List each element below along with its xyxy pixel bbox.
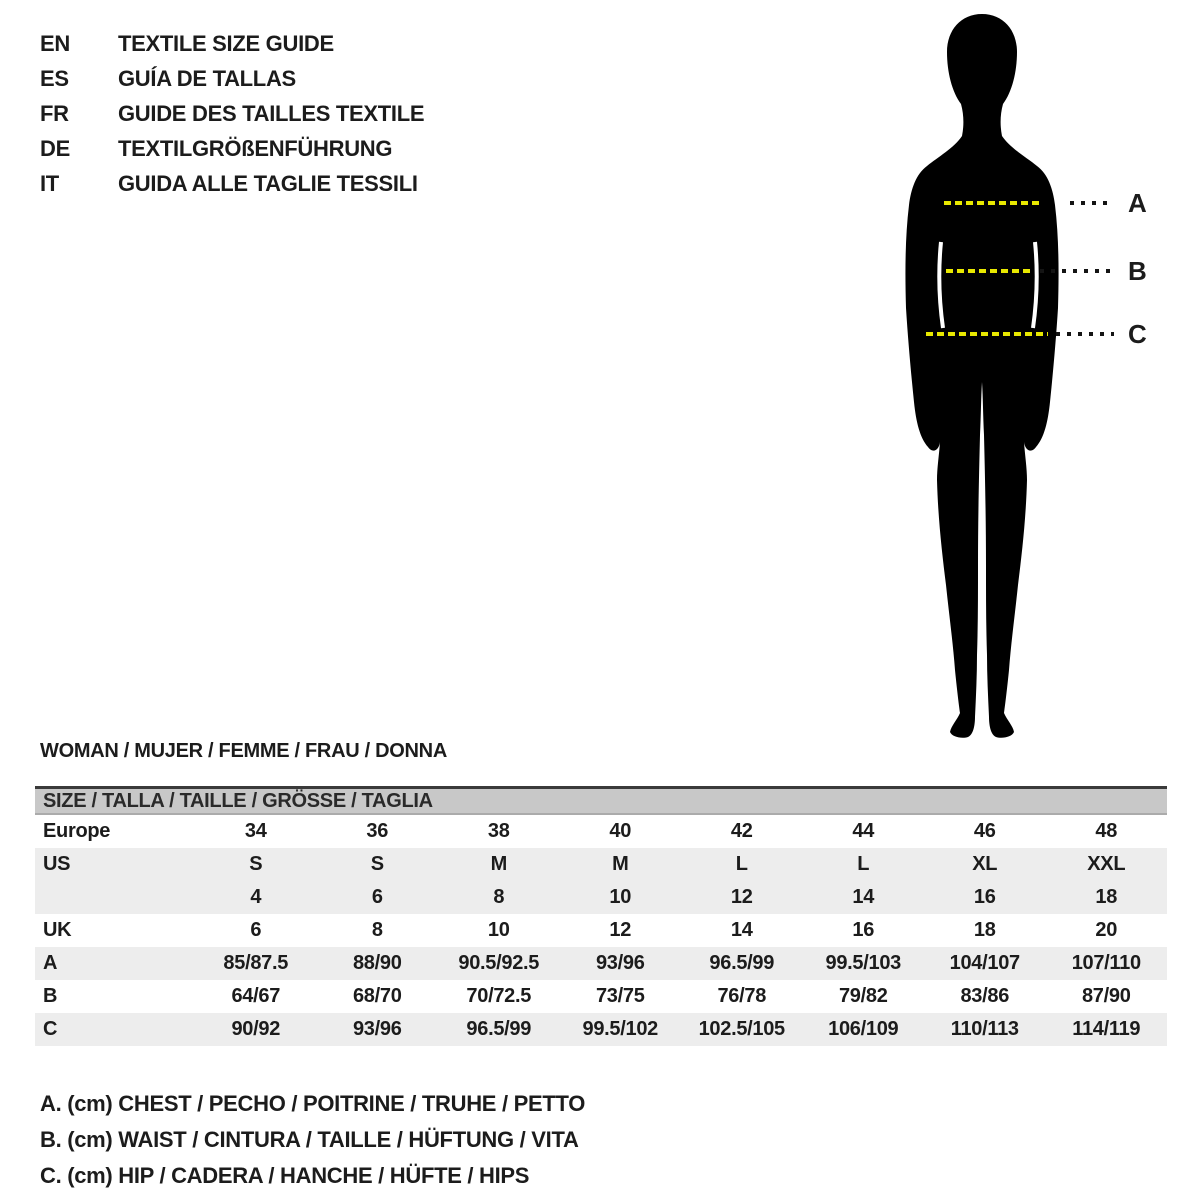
lang-row-de xyxy=(40,131,424,166)
row-label: A xyxy=(43,952,58,974)
size-cell: 40 xyxy=(609,820,632,842)
size-cell: 90/92 xyxy=(231,1018,281,1040)
row-label: Europe xyxy=(43,820,111,842)
size-cell: 85/87.5 xyxy=(223,952,289,974)
size-cell: 6 xyxy=(250,919,262,941)
row-label: US xyxy=(43,853,71,875)
size-cell: M xyxy=(612,853,629,875)
size-cell: S xyxy=(249,853,263,875)
measure-label-b: B xyxy=(1128,256,1147,286)
size-table-section xyxy=(35,786,1167,1046)
size-cell: 44 xyxy=(852,820,875,842)
size-cell: 6 xyxy=(371,886,383,908)
size-cell: S xyxy=(370,853,384,875)
size-cell: 106/109 xyxy=(828,1018,899,1040)
lang-code: ES xyxy=(40,65,69,91)
size-cell: 96.5/99 xyxy=(709,952,775,974)
size-cell: L xyxy=(735,853,748,875)
size-cell: 34 xyxy=(244,820,267,842)
table-row xyxy=(35,881,1167,914)
waist-dotted-leader xyxy=(1040,269,1114,273)
size-cell: 12 xyxy=(609,919,632,941)
size-cell: 18 xyxy=(1095,886,1118,908)
size-cell: 4 xyxy=(250,886,262,908)
gender-heading: WOMAN / MUJER / FEMME / FRAU / DONNA xyxy=(40,740,447,762)
lang-title: TEXTILE SIZE GUIDE xyxy=(118,30,334,56)
lang-code: DE xyxy=(40,135,70,161)
size-cell: 10 xyxy=(609,886,632,908)
size-cell: 87/90 xyxy=(1081,985,1131,1007)
size-cell: 76/78 xyxy=(717,985,767,1007)
table-row xyxy=(35,914,1167,947)
size-cell: 73/75 xyxy=(595,985,645,1007)
size-cell: 12 xyxy=(730,886,753,908)
size-cell: 20 xyxy=(1095,919,1118,941)
size-cell: 83/86 xyxy=(960,985,1010,1007)
lang-title: GUÍA DE TALLAS xyxy=(118,65,296,91)
lang-row-it xyxy=(40,166,424,201)
size-cell: 114/119 xyxy=(1072,1018,1141,1040)
size-cell: 16 xyxy=(973,886,996,908)
size-cell: XXL xyxy=(1087,853,1126,875)
language-title-block xyxy=(40,26,424,201)
lang-title: GUIDA ALLE TAGLIE TESSILI xyxy=(118,170,418,196)
size-cell: 36 xyxy=(366,820,389,842)
lang-row-fr xyxy=(40,96,424,131)
waist-dashed-line xyxy=(946,269,1034,273)
woman-silhouette-icon xyxy=(885,10,1079,740)
row-label: C xyxy=(43,1018,58,1040)
size-cell: 90.5/92.5 xyxy=(458,952,540,974)
table-row xyxy=(35,1013,1167,1046)
size-cell: 64/67 xyxy=(231,985,281,1007)
size-table xyxy=(35,815,1167,1046)
legend-hip: C. (cm) HIP / CADERA / HANCHE / HÜFTE / HIPS xyxy=(40,1163,530,1188)
lang-title: GUIDE DES TAILLES TEXTILE xyxy=(118,100,425,126)
size-cell: 14 xyxy=(852,886,875,908)
table-row xyxy=(35,947,1167,980)
size-cell: 99.5/102 xyxy=(582,1018,658,1040)
size-cell: 96.5/99 xyxy=(466,1018,532,1040)
legend-waist: B. (cm) WAIST / CINTURA / TAILLE / HÜFTUNG / VITA xyxy=(40,1127,579,1152)
table-row xyxy=(35,815,1167,848)
lang-title: TEXTILGRÖßENFÜHRUNG xyxy=(118,135,393,161)
waist-measure-line xyxy=(0,256,1200,286)
measure-label-c: C xyxy=(1128,319,1147,349)
size-cell: 48 xyxy=(1095,820,1118,842)
chest-measure-line xyxy=(0,188,1200,218)
size-cell: 88/90 xyxy=(352,952,402,974)
hip-measure-line xyxy=(0,319,1200,349)
size-cell: 79/82 xyxy=(838,985,888,1007)
hip-dotted-leader xyxy=(1056,332,1114,336)
size-cell: 104/107 xyxy=(949,952,1020,974)
size-cell: 18 xyxy=(973,919,996,941)
row-label: UK xyxy=(43,919,72,941)
lang-code: FR xyxy=(40,100,69,126)
chest-dotted-leader xyxy=(1070,201,1114,205)
size-cell: M xyxy=(490,853,507,875)
size-cell: 93/96 xyxy=(595,952,645,974)
size-cell: 93/96 xyxy=(352,1018,402,1040)
size-cell: 70/72.5 xyxy=(466,985,532,1007)
size-cell: L xyxy=(857,853,870,875)
lang-row-en xyxy=(40,26,424,61)
table-row xyxy=(35,980,1167,1013)
size-cell: 99.5/103 xyxy=(825,952,901,974)
row-label xyxy=(35,881,195,914)
measure-label-a: A xyxy=(1128,188,1147,218)
hip-dashed-line xyxy=(926,332,1048,336)
size-cell: 16 xyxy=(852,919,875,941)
lang-code: EN xyxy=(40,30,70,56)
size-cell: 8 xyxy=(493,886,505,908)
size-table-header: SIZE / TALLA / TAILLE / GRÖSSE / TAGLIA xyxy=(35,786,1167,815)
size-cell: 110/113 xyxy=(950,1018,1019,1040)
size-cell: 38 xyxy=(487,820,510,842)
legend-chest: A. (cm) CHEST / PECHO / POITRINE / TRUHE / PETTO xyxy=(40,1091,586,1116)
size-cell: 46 xyxy=(973,820,996,842)
size-cell: 102.5/105 xyxy=(698,1018,785,1040)
lang-row-es xyxy=(40,61,424,96)
size-cell: 42 xyxy=(730,820,753,842)
measure-legend xyxy=(40,1086,585,1194)
lang-code: IT xyxy=(40,170,59,196)
table-row xyxy=(35,848,1167,881)
chest-dashed-line xyxy=(944,201,1040,205)
row-label: B xyxy=(43,985,58,1007)
size-cell: 68/70 xyxy=(352,985,402,1007)
size-cell: XL xyxy=(972,853,998,875)
size-cell: 14 xyxy=(730,919,753,941)
size-cell: 10 xyxy=(487,919,510,941)
size-cell: 107/110 xyxy=(1071,952,1141,974)
woman-silhouette-svg xyxy=(885,10,1079,740)
size-cell: 8 xyxy=(371,919,383,941)
